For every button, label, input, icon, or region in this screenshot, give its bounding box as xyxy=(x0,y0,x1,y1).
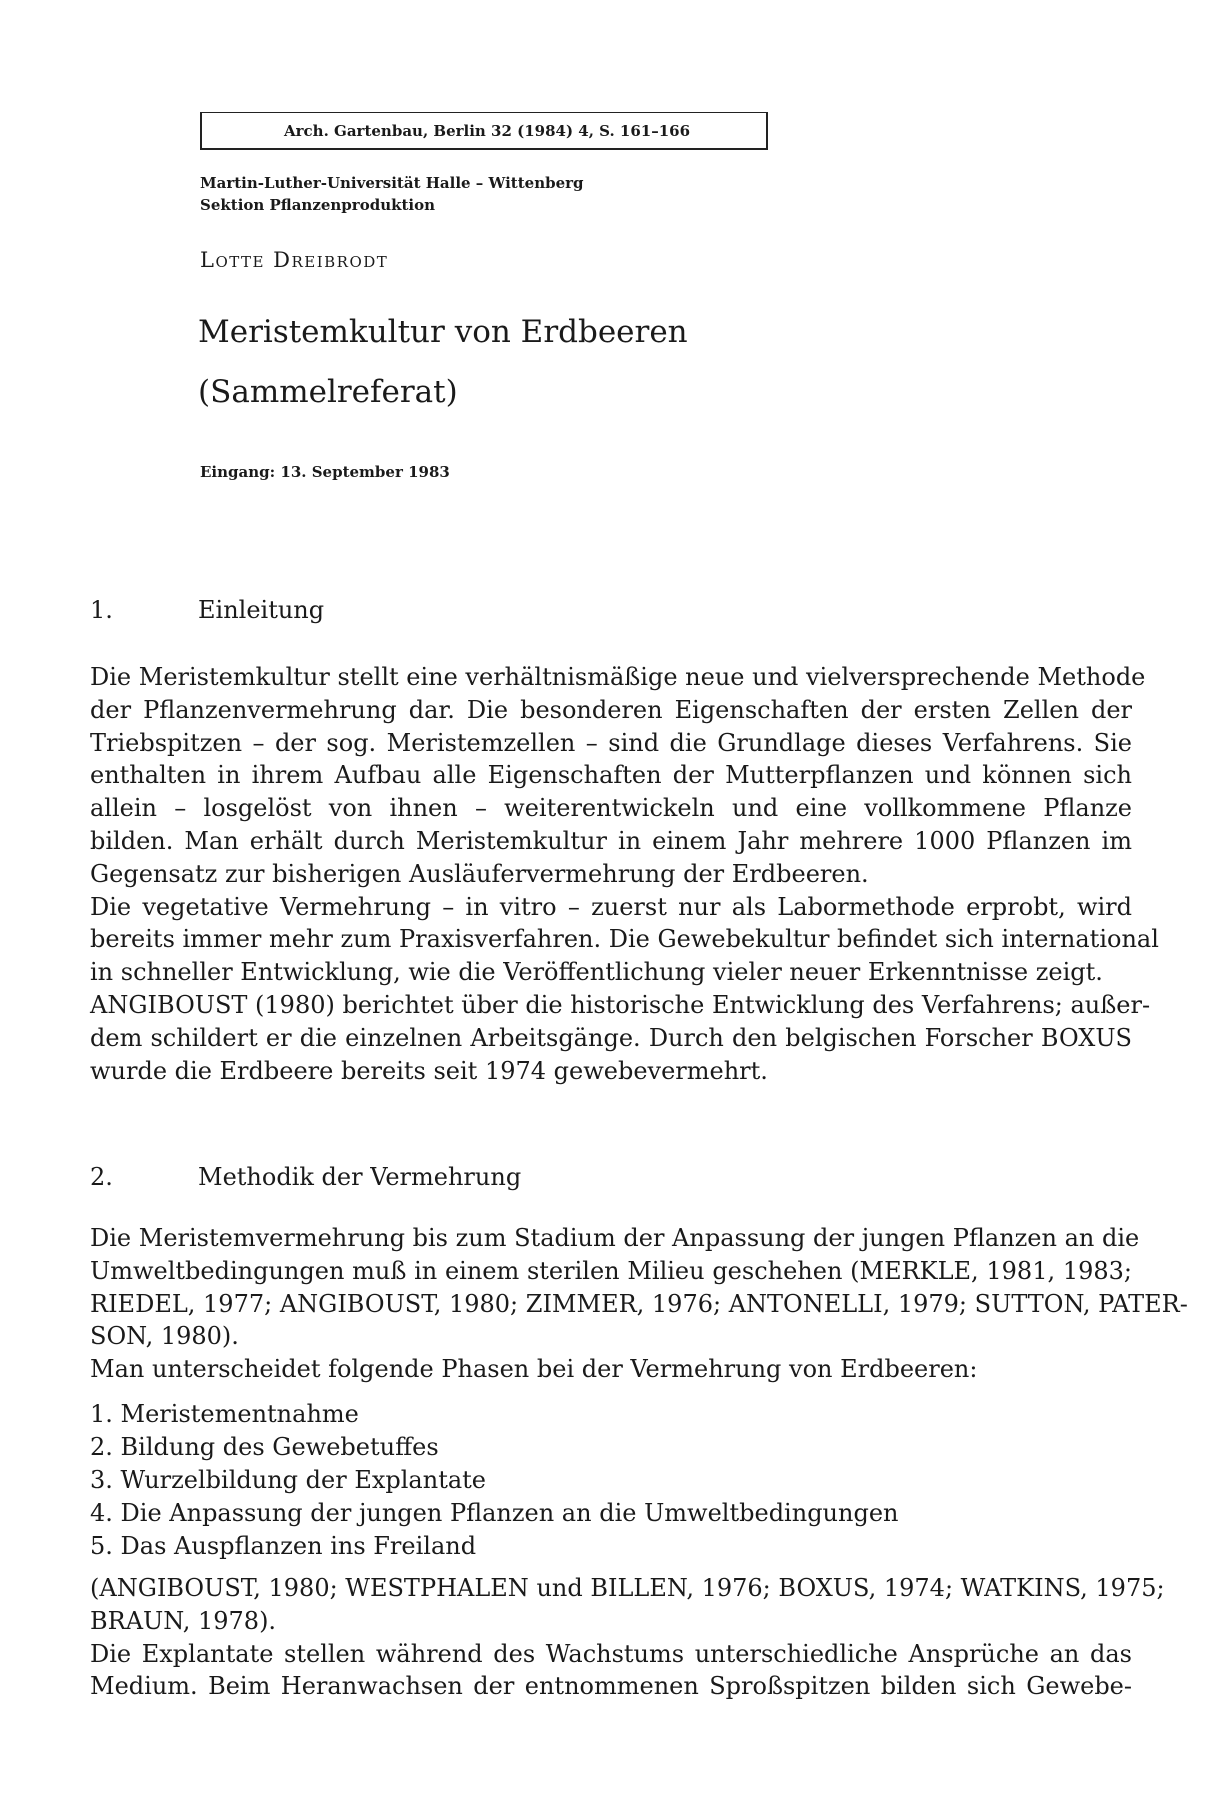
text-line: Die Explantate stellen während des Wachstums unterschiedliche Ansprüche an das xyxy=(90,1639,1132,1668)
text-line: Die Meristemvermehrung bis zum Stadium der Anpassung der jungen Pflanzen an die xyxy=(90,1224,1140,1252)
received-date: Eingang: 13. September 1983 xyxy=(200,463,450,481)
text-line: (ANGIBOUST, 1980; WESTPHALEN und BILLEN, 1976; BOXUS, 1974; WATKINS, 1975; xyxy=(90,1574,1165,1602)
text-line: Die Meristemkultur stellt eine verhältnismäßige neue und vielversprechende Methode xyxy=(90,663,1146,691)
section-title: Einleitung xyxy=(198,596,325,624)
text-line: in schneller Entwicklung, wie die Veröffentlichung vieler neuer Erkenntnisse zeigt. xyxy=(90,958,1103,987)
text-line: BRAUN, 1978). xyxy=(90,1606,277,1635)
text-line: ANGIBOUST (1980) berichtet über die historische Entwicklung des Verfahrens; außer- xyxy=(90,990,1151,1019)
journal-citation-box xyxy=(200,112,768,150)
list-item: 5. Das Auspflanzen ins Freiland xyxy=(90,1532,477,1560)
section-number: 2. xyxy=(90,1163,113,1191)
text-line: allein – losgelöst von ihnen – weiterentwickeln und eine vollkommene Pflanze xyxy=(90,794,1132,823)
section-1-body xyxy=(90,661,1159,1087)
text-line: enthalten in ihrem Aufbau alle Eigenschaften der Mutterpflanzen und können sich xyxy=(90,761,1132,790)
paper-title xyxy=(198,302,688,422)
section-2-heading xyxy=(90,1163,521,1191)
text-line: dem schildert er die einzelnen Arbeitsgänge. Durch den belgischen Forscher BOXUS xyxy=(90,1023,1132,1052)
text-line: bilden. Man erhält durch Meristemkultur in einem Jahr mehrere 1000 Pflanzen im xyxy=(90,826,1132,855)
affiliation-section: Sektion Pflanzenproduktion xyxy=(200,196,436,214)
author-name: Lotte Dreibrodt xyxy=(200,248,389,272)
text-line: Man unterscheidet folgende Phasen bei der Vermehrung von Erdbeeren: xyxy=(90,1355,978,1384)
journal-citation: Arch. Gartenbau, Berlin 32 (1984) 4, S. 161–166 xyxy=(284,122,691,140)
affiliation xyxy=(200,172,584,216)
text-line: Umweltbedingungen muß in einem sterilen Milieu geschehen (MERKLE, 1981, 1983; xyxy=(90,1256,1132,1285)
section-1-heading xyxy=(90,596,324,624)
section-2-intro xyxy=(90,1222,1188,1386)
title-line-2: (Sammelreferat) xyxy=(198,374,458,410)
text-line: wurde die Erdbeere bereits seit 1974 gewebevermehrt. xyxy=(90,1056,768,1085)
list-item: 1. Meristementnahme xyxy=(90,1400,359,1428)
text-line: Triebspitzen – der sog. Meristemzellen – sind die Grundlage dieses Verfahrens. Sie xyxy=(90,728,1132,757)
text-line: bereits immer mehr zum Praxisverfahren. Die Gewebekultur befindet sich international xyxy=(90,925,1159,954)
list-item: 3. Wurzelbildung der Explantate xyxy=(90,1466,486,1494)
section-title: Methodik der Vermehrung xyxy=(198,1163,522,1191)
list-item: 4. Die Anpassung der jungen Pflanzen an die Umweltbedingungen xyxy=(90,1499,899,1527)
text-line: Medium. Beim Heranwachsen der entnommenen Sproßspitzen bilden sich Gewebe- xyxy=(90,1672,1132,1701)
text-line: Gegensatz zur bisherigen Ausläufervermehrung der Erdbeeren. xyxy=(90,859,869,888)
list-item: 2. Bildung des Gewebetuffes xyxy=(90,1433,439,1461)
text-line: SON, 1980). xyxy=(90,1322,239,1351)
section-2-continuation xyxy=(90,1572,1165,1703)
text-line: Die vegetative Vermehrung – in vitro – zuerst nur als Labormethode erprobt, wird xyxy=(90,892,1132,921)
section-number: 1. xyxy=(90,596,113,624)
affiliation-university: Martin-Luther-Universität Halle – Wittenberg xyxy=(200,174,584,192)
phase-list xyxy=(90,1398,1132,1563)
text-line: der Pflanzenvermehrung dar. Die besonderen Eigenschaften der ersten Zellen der xyxy=(90,695,1132,724)
text-line: RIEDEL, 1977; ANGIBOUST, 1980; ZIMMER, 1976; ANTONELLI, 1979; SUTTON, PATER- xyxy=(90,1289,1188,1318)
title-line-1: Meristemkultur von Erdbeeren xyxy=(198,314,688,350)
